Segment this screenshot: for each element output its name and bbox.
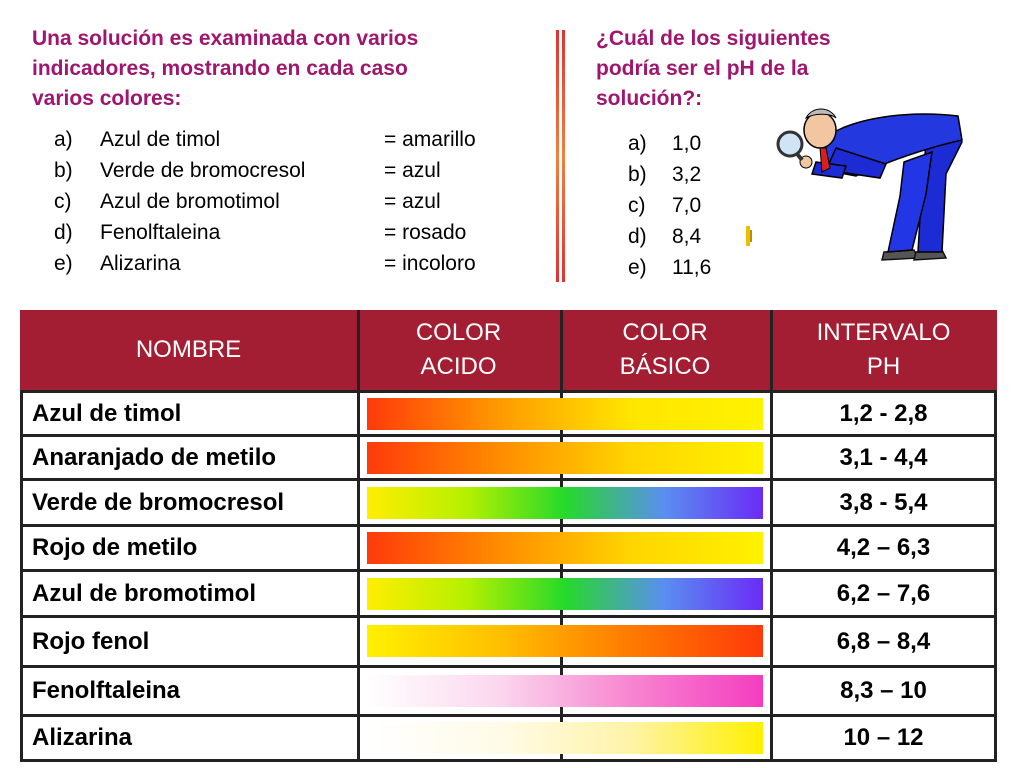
color-bar xyxy=(367,625,763,657)
ph-option-value: 3,2 xyxy=(672,163,702,186)
row-range: 10 – 12 xyxy=(843,724,924,751)
question-right xyxy=(596,24,916,114)
row-range: 6,2 – 7,6 xyxy=(836,579,931,607)
header-color-acido: COLOR ACIDO xyxy=(357,310,560,390)
option-indicator: Fenolftaleina xyxy=(100,221,221,244)
row-name-azul-de-bromotimol: Azul de bromotimol xyxy=(32,579,256,607)
option-indicator: Verde de bromocresol xyxy=(100,159,306,182)
row-name-fenolftaleina: Fenolftaleina xyxy=(32,677,181,704)
color-bar xyxy=(367,578,763,610)
option-letter: a) xyxy=(54,128,73,151)
option-color: = azul xyxy=(384,190,441,213)
ph-option-letter: e) xyxy=(628,256,647,279)
row-name-rojo-de-metilo: Rojo de metilo xyxy=(32,534,198,561)
ph-option-letter: b) xyxy=(628,163,647,186)
header-nombre: NOMBRE xyxy=(20,310,357,390)
ph-option-letter: c) xyxy=(628,194,646,217)
detective-magnifier-icon xyxy=(776,104,966,269)
yellow-mark-icon xyxy=(744,224,754,250)
row-name-rojo-fenol: Rojo fenol xyxy=(32,627,150,655)
header-intervalo-ph: INTERVALO PH xyxy=(770,310,997,390)
color-bar xyxy=(367,532,763,564)
row-range: 3,8 - 5,4 xyxy=(839,488,928,516)
option-letter: c) xyxy=(54,190,72,213)
option-color: = azul xyxy=(384,159,441,182)
column-divider xyxy=(556,30,566,282)
row-range: 4,2 – 6,3 xyxy=(836,534,931,561)
ph-option-value: 8,4 xyxy=(672,225,702,248)
color-bar xyxy=(367,398,763,430)
question-right-line-3: solución?: xyxy=(596,87,703,110)
option-color: = incoloro xyxy=(384,252,476,275)
header-color-basico: COLOR BÁSICO xyxy=(560,310,770,390)
question-left-line-2: indicadores, mostrando en cada caso xyxy=(32,57,408,80)
row-range: 6,8 – 8,4 xyxy=(836,627,931,655)
option-indicator: Azul de bromotimol xyxy=(100,190,280,213)
color-bar xyxy=(367,487,763,519)
ph-option-value: 11,6 xyxy=(672,256,712,279)
question-right-line-2: podría ser el pH de la xyxy=(596,57,809,80)
row-range: 1,2 - 2,8 xyxy=(839,399,928,427)
row-name-anaranjado-de-metilo: Anaranjado de metilo xyxy=(32,443,277,471)
option-letter: b) xyxy=(54,159,73,182)
row-range: 3,1 - 4,4 xyxy=(839,443,928,471)
row-name-verde-de-bromocresol: Verde de bromocresol xyxy=(32,488,285,516)
ph-option-value: 1,0 xyxy=(672,132,702,155)
question-left-line-1: Una solución es examinada con varios xyxy=(32,27,419,50)
row-name-azul-de-timol: Azul de timol xyxy=(32,399,182,427)
ph-option-value: 7,0 xyxy=(672,194,702,217)
question-left-line-3: varios colores: xyxy=(32,87,182,110)
ph-option-letter: d) xyxy=(628,225,647,248)
option-letter: e) xyxy=(54,252,73,275)
color-bar xyxy=(367,675,763,707)
question-left xyxy=(32,24,532,114)
color-bar xyxy=(367,722,763,754)
row-name-alizarina: Alizarina xyxy=(32,724,133,751)
option-letter: d) xyxy=(54,221,73,244)
row-range: 8,3 – 10 xyxy=(840,677,927,704)
option-color: = rosado xyxy=(384,221,467,244)
ph-option-letter: a) xyxy=(628,132,647,155)
question-right-line-1: ¿Cuál de los siguientes xyxy=(596,27,831,50)
color-bar xyxy=(367,442,763,474)
indicators-table xyxy=(20,310,997,762)
option-color: = amarillo xyxy=(384,128,476,151)
option-indicator: Azul de timol xyxy=(100,128,221,151)
option-indicator: Alizarina xyxy=(100,252,181,275)
